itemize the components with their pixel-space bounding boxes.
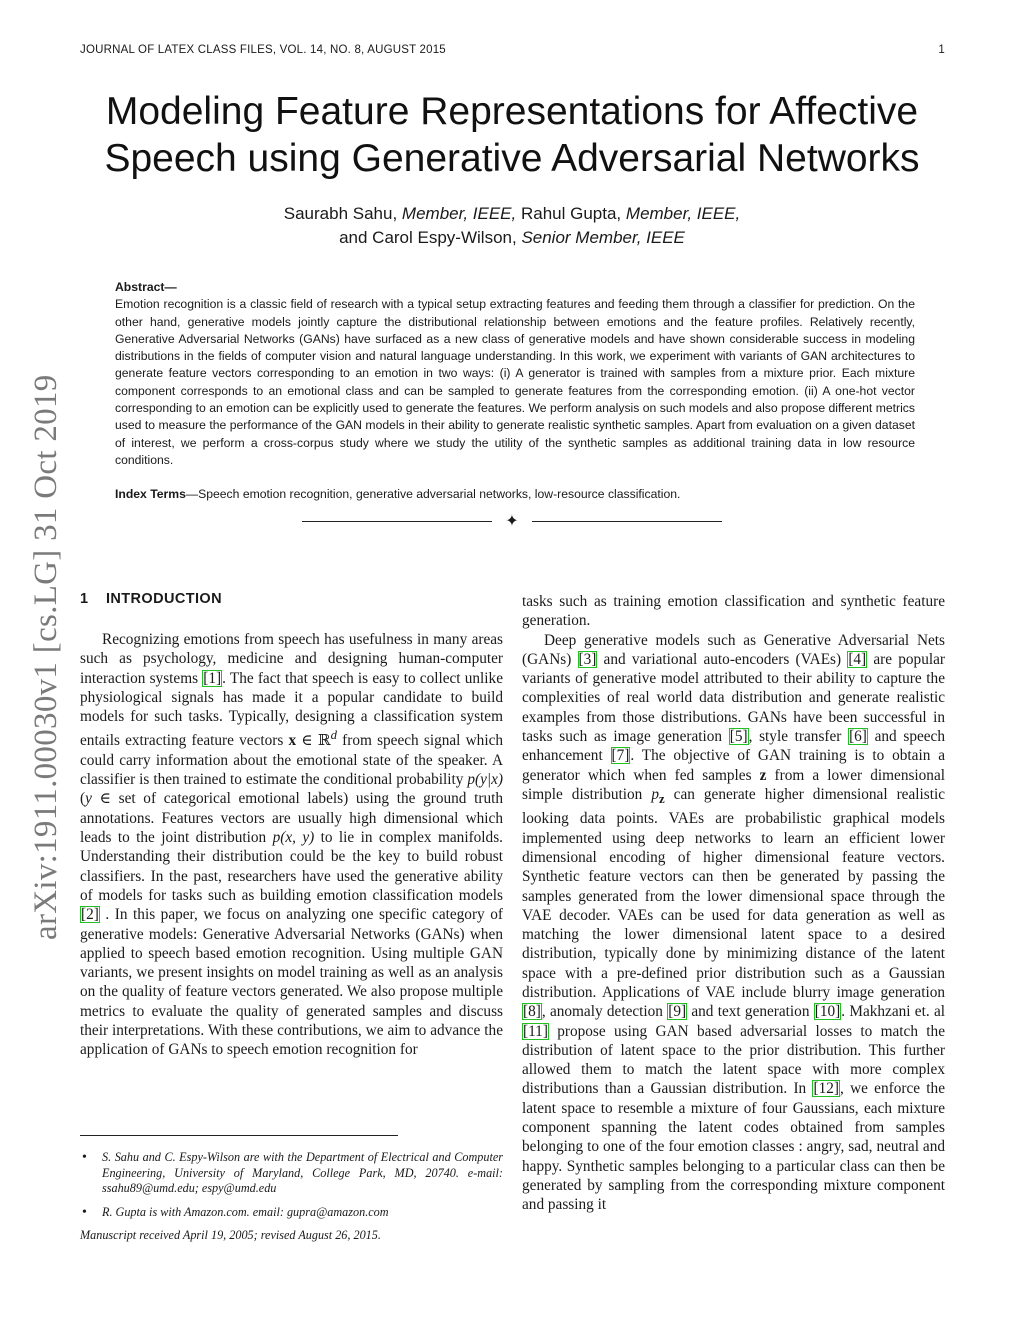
abstract — [115, 279, 915, 469]
math-expression: p(y|x) — [467, 771, 503, 789]
page-number: 1 — [938, 44, 945, 56]
text-run: . Makhzani et. al — [841, 1003, 945, 1021]
text-run: . The fact that speech is easy to collect unlike physiological signals has made it a popular candidate to build models for such tasks. Typically, designing a classification system entails extracting feature vectors — [80, 669, 503, 750]
citation-link[interactable]: [11] — [523, 1022, 548, 1040]
index-terms — [115, 486, 915, 503]
abstract-text: Emotion recognition is a classic field of research with a typical setup extracting features and feeding them through a classifier for prediction. On the other hand, generative models jointly capture the distributional relationship between emotions and the feature profiles. Relatively recently, Generative Adversarial Networks (GANs) have surfaced as a new class of generative models and have shown considerable success in modeling distributions in the fields of computer vision and natural language understanding. In this work, we experiment with variants of GAN architectures to generate feature vectors corresponding to an emotion in two ways: (i) A generator is trained with samples from a mixture prior. Each mixture component corresponds to an emotional class and can be sampled to generate features from the corresponding emotion. (ii) A one-hot vector corresponding to an emotion can be explicitly used to generate the features. We perform analysis on such models and also propose different metrics used to measure the performance of the GAN models in their ability to generate realistic synthetic samples. Apart from evaluation on a given dataset of interest, we perform a cross-corpus study where we study the utility of the synthetic samples as additional training data in low resource conditions. — [115, 297, 915, 467]
author-name: and Carol Espy-Wilson, — [339, 228, 517, 247]
citation-link[interactable]: [12] — [813, 1080, 839, 1098]
text-run: , style transfer — [748, 728, 849, 746]
author-affiliation: Senior Member, IEEE — [521, 228, 685, 247]
manuscript-dates: Manuscript received April 19, 2005; revised August 26, 2015. — [80, 1228, 381, 1242]
intro-paragraph-2 — [522, 631, 945, 1215]
abstract-label: Abstract— — [115, 280, 177, 294]
text-run: Recognizing emotions from speech has usefulness in many areas such as psychology, medicine and designing human-computer interaction systems — [80, 631, 503, 687]
section-number: 1 — [80, 591, 89, 607]
paper-title — [60, 88, 964, 182]
footnote-affiliation-1 — [80, 1150, 503, 1197]
text-run: to lie in complex manifolds. Understanding their distribution could be the key to build robust classifiers. In the past, researchers have used the generative ability of models for tasks such as building emotion classification models — [80, 829, 503, 904]
footnote-text: S. Sahu and C. Espy-Wilson are with the Department of Electrical and Computer Engineering, University of Maryland, College Park, MD, 20740. e-mail: ssahu89@umd.edu; espy@umd.edu — [102, 1150, 503, 1195]
math-symbol: z — [759, 766, 767, 784]
citation-link[interactable]: [4] — [848, 650, 867, 668]
author-affiliation: Member, IEEE, — [401, 204, 517, 223]
arxiv-identifier-stamp: arXiv:1911.00030v1 [cs.LG] 31 Oct 2019 — [28, 374, 64, 940]
footnotes — [80, 1150, 503, 1244]
citation-link[interactable]: [10] — [814, 1003, 841, 1021]
text-run: and speech enhancement — [522, 728, 945, 765]
text-run: and variational auto-encoders (VAEs) — [597, 650, 848, 668]
text-run: ( — [80, 790, 86, 808]
citation-link[interactable]: [7] — [611, 747, 630, 765]
text-run: . In this paper, we focus on analyzing one specific category of generative models: Generative Adversarial Networks (GANs) when applied to speech based emotion recognition. Using multiple GAN variants, we present insights on model training as well as an analysis on the quality of feature vectors generated. We also propose multiple metrics to evaluate the quality of generated samples and discuss their interpretations. With these contributions, we aim to advance the application of GANs to speech emotion recognition for — [80, 906, 503, 1059]
citation-link[interactable]: [6] — [849, 728, 867, 746]
text-run: . The objective of GAN training is to obtain a generator which when fed samples — [522, 747, 946, 784]
running-head — [80, 44, 945, 62]
footnote-text: R. Gupta is with Amazon.com. email: gupra@amazon.com — [102, 1204, 389, 1219]
text-run: and text generation — [687, 1003, 814, 1021]
left-column — [80, 630, 503, 1060]
math-symbol: y — [85, 790, 92, 808]
math-symbol: ∈ ℝ — [296, 732, 331, 750]
title-line-2: Speech using Generative Adversarial Networks — [104, 137, 920, 180]
text-run: can generate higher dimensional realistic looking data points. VAEs are probabilistic graphical models implemented using deep networks to learn an efficient lower dimensional encoding of higher dimensional feature vectors. Synthetic feature vectors can then be generated by passing the samples generated from the lower dimensional space through the VAE decoder. VAEs can be used for data generation as well as matching the lower dimensional latent space to a desired distribution, typically done by minimizing distance of the latent space with a pre-defined prior distribution such as a Gaussian distribution. Applications of VAE include blurry image generation — [522, 785, 945, 1001]
bullet-icon: • — [82, 1150, 87, 1165]
text-run: , anomaly detection — [541, 1003, 668, 1021]
journal-header: JOURNAL OF LATEX CLASS FILES, VOL. 14, NO. 8, AUGUST 2015 — [80, 44, 446, 56]
citation-link[interactable]: [8] — [523, 1003, 541, 1021]
text-run: from a lower dimensional simple distribution — [522, 766, 946, 803]
separator-diamond-icon: ✦ — [505, 513, 519, 530]
math-expression: p(x, y) — [272, 829, 315, 847]
text-run: , we enforce the latent space to resemble a mixture of four Gaussians, each mixture component spanning the latent codes obtained from samples belonging to one of the four emotion classes : angry, sad, neutral and happy. Synthetic samples belonging to a particular class can then be generated by sampling from the corresponding mixture component and passing it — [522, 1080, 945, 1214]
author-affiliation: Member, IEEE, — [625, 204, 741, 223]
math-symbol: d — [330, 728, 337, 743]
text-run: from speech signal which could carry information about the emotional state of the speaker. A classifier is then trained to estimate the conditional probability — [80, 732, 504, 789]
text-run: ∈ set of categorical emotional labels) using the ground truth annotations. Features vectors are usually high dimensional which leads to the joint distribution — [80, 790, 503, 847]
math-subscript: z — [659, 792, 665, 807]
author-name: Saurabh Sahu, — [283, 204, 398, 223]
math-symbol: p — [651, 785, 659, 803]
section-separator — [302, 512, 722, 532]
bullet-icon: • — [82, 1204, 87, 1220]
footnote-affiliation-2 — [80, 1205, 503, 1221]
author-name: Rahul Gupta, — [520, 204, 622, 223]
intro-paragraph-1 — [80, 630, 503, 1060]
text-run: are popular variants of generative model attributed to their ability to capture the complexities of real world data distribution and generate realistic examples from those distributions. GANs have been successful in tasks such as image generation — [522, 650, 945, 746]
citation-link[interactable]: [2] — [81, 906, 99, 924]
text-run: propose using GAN based adversarial losses to match the distribution of latent space to the prior distribution. This further allowed them to match the latent space with more complex distributions than a Gaussian distribution. In — [522, 1022, 945, 1098]
index-terms-label: Index Terms — [115, 487, 186, 501]
math-symbol: x — [288, 732, 297, 750]
author-list — [60, 202, 964, 250]
citation-link[interactable]: [3] — [578, 650, 597, 668]
citation-link[interactable]: [1] — [203, 669, 222, 687]
index-terms-text: —Speech emotion recognition, generative adversarial networks, low-resource classification. — [185, 487, 681, 501]
section-heading — [80, 591, 503, 607]
right-column — [522, 592, 945, 1215]
citation-link[interactable]: [9] — [668, 1003, 687, 1021]
title-line-1: Modeling Feature Representations for Affective — [105, 90, 919, 133]
separator-rule-right — [532, 521, 722, 522]
section-title: INTRODUCTION — [106, 591, 222, 607]
text-run: Deep generative models such as Generative Adversarial Nets (GANs) — [522, 631, 945, 668]
intro-paragraph-continued: tasks such as training emotion classification and synthetic feature generation. — [522, 593, 945, 630]
citation-link[interactable]: [5] — [729, 728, 748, 746]
footnote-rule — [80, 1135, 398, 1136]
separator-rule-left — [302, 521, 492, 522]
